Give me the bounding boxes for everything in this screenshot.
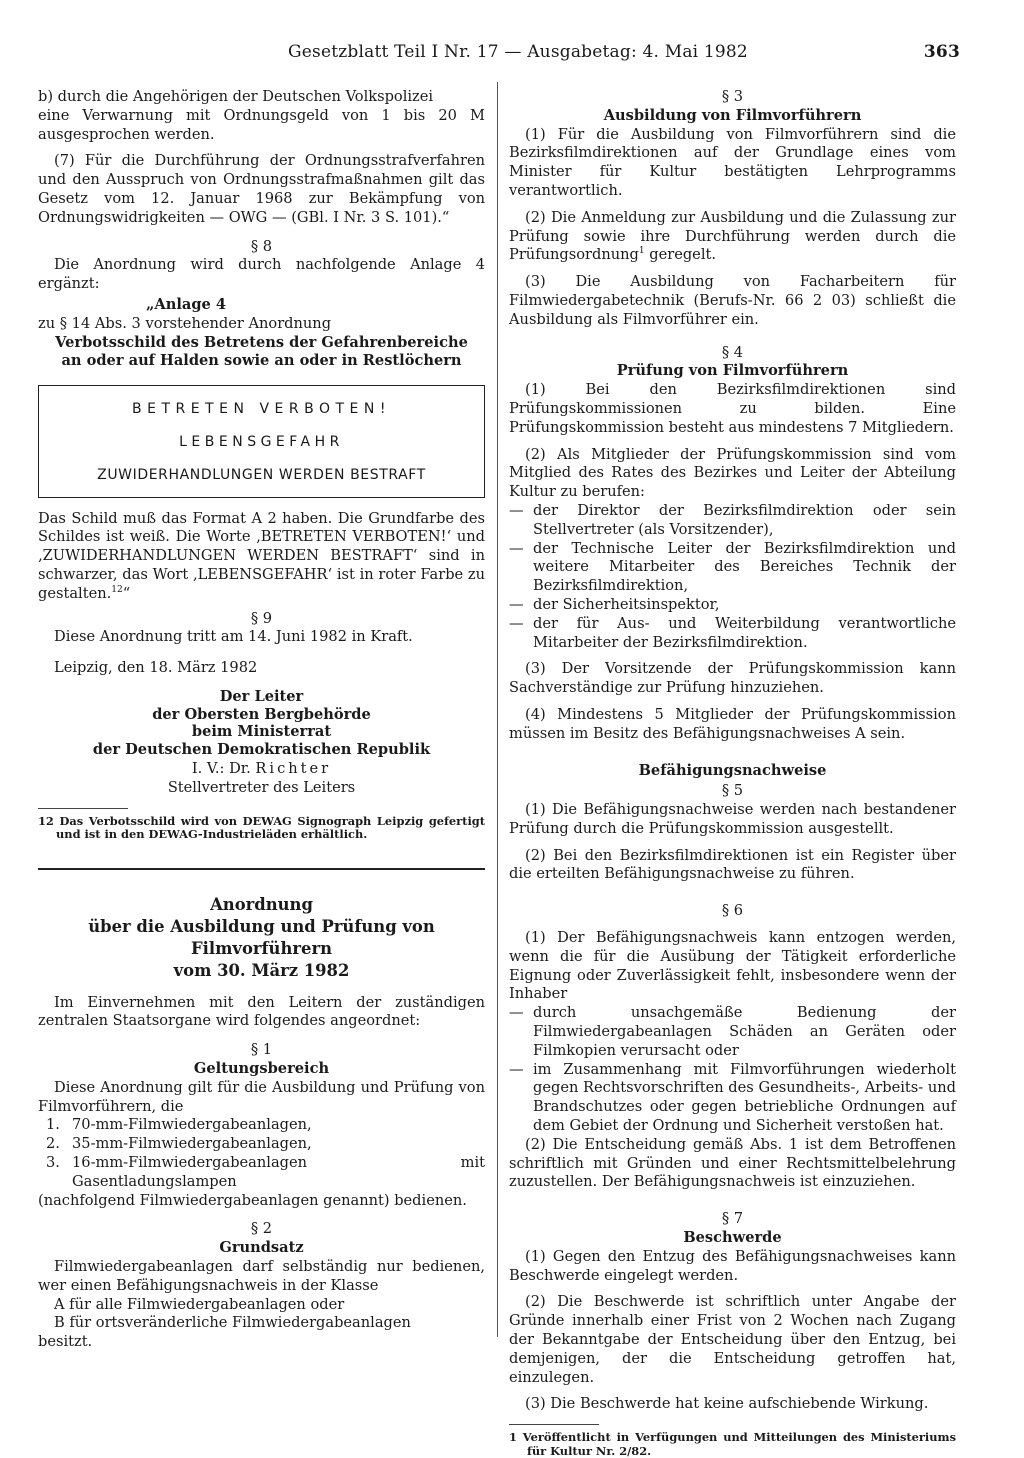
footnote-1: 1 Veröffentlicht in Verfügungen und Mitteilungen des Ministeriums für Kultur Nr. 2/82. xyxy=(509,1430,956,1458)
section-9-text: Diese Anordnung tritt am 14. Juni 1982 in Kraft. xyxy=(54,628,413,646)
anlage-title: „Anlage 4 xyxy=(146,295,227,313)
sign-line-zuwiderhandlungen: ZUWIDERHANDLUNGEN WERDEN BESTRAFT xyxy=(97,466,426,483)
section-7-para-3: (3) Die Beschwerde hat keine aufschiebende Wirkung. xyxy=(525,1395,929,1413)
section-1-end: (nachfolgend Filmwiedergabeanlagen genannt) bedienen. xyxy=(38,1191,467,1209)
section-4-title: Prüfung von Filmvorführern xyxy=(616,362,849,380)
class-a: A für alle Filmwiedergabeanlagen oder xyxy=(54,1295,345,1313)
list-item: — der Technische Leiter der Bezirksfilmdirektion und weitere Mitarbeiter des Bereiches Technik der Bezirksfilmdirektion, xyxy=(509,539,956,595)
list-item: 1. 70-mm-Filmwiedergabeanlagen, xyxy=(46,1116,312,1134)
section-7-heading: § 7 xyxy=(721,1210,744,1228)
section-9-heading: § 9 xyxy=(250,609,273,627)
section-6-para-2: (2) Die Entscheidung gemäß Abs. 1 ist dem Betroffenen schriftlich mit Gründen und einer Rechtsmittelbelehrung zuzustellen. Der Befähigungsnachweis ist einzuziehen. xyxy=(509,1135,956,1191)
section-1-title: Geltungsbereich xyxy=(193,1059,330,1077)
section-2-heading: § 2 xyxy=(250,1220,273,1238)
section-6-heading: § 6 xyxy=(721,902,744,920)
list-item: — durch unsachgemäße Bedienung der Filmwiedergabeanlagen Schäden an Geräten oder Filmkopien verursacht oder xyxy=(509,1004,956,1059)
warning-sign-box xyxy=(38,385,485,497)
section-1-text: Diese Anordnung gilt für die Ausbildung und Prüfung von Filmvorführern, die xyxy=(38,1078,485,1115)
footnote-ref-1: 1 xyxy=(638,246,645,257)
footnote-rule xyxy=(38,808,128,809)
section-3-heading: § 3 xyxy=(721,88,744,105)
paragraph-7: (7) Für die Durchführung der Ordnungsstrafverfahren und den Ausspruch von Ordnungsstrafmaßnahmen gilt das Gesetz vom 12. Januar 1968 zur Bekämpfung von Ordnungswidrigkeiten — OWG — (GBl. I Nr. 3 S. 101).“ xyxy=(38,152,485,226)
befaehigungsnachweise-title: Befähigungsnachweise xyxy=(638,761,827,779)
ordinance-intro: Im Einvernehmen mit den Leitern der zuständigen zentralen Staatsorgane wird folgendes angeordnet: xyxy=(38,993,485,1030)
list-item: — der für Aus- und Weiterbildung verantwortliche Mitarbeiter der Bezirksfilmdirektion. xyxy=(509,614,956,651)
section-7-para-1: (1) Gegen den Entzug des Befähigungsnachweises kann Beschwerde eingelegt werden. xyxy=(509,1247,956,1284)
list-item: — der Sicherheitsinspektor, xyxy=(509,595,720,613)
anlage-reference: zu § 14 Abs. 3 vorstehender Anordnung xyxy=(38,314,332,332)
section-4-para-4: (4) Mindestens 5 Mitglieder der Prüfungskommission müssen im Besitz des Befähigungsnachweises A sein. xyxy=(509,705,956,742)
signature-line-1: Der Leiter xyxy=(219,687,304,705)
sign-description: Das Schild muß das Format A 2 haben. Die Grundfarbe des Schildes ist weiß. Die Worte ‚BETRETEN VERBOTEN!‘ und ‚ZUWIDERHANDLUNGEN WERDEN BESTRAFT‘ sind in schwarzer, das Wort ‚LEBENSGEFAHR‘ ist in roter Farbe zu gestalten.$^{12}$“ xyxy=(38,509,485,602)
signature-line-2: der Obersten Bergbehörde xyxy=(152,705,371,723)
section-4-para-3: (3) Der Vorsitzende der Prüfungskommission kann Sachverständige zur Prüfung hinzuziehen. xyxy=(509,660,956,697)
section-1-heading: § 1 xyxy=(250,1041,273,1059)
section-4-para-2: (2) Als Mitglieder der Prüfungskommission sind vom Mitglied des Rates des Bezirkes und Leiter der Abteilung Kultur zu berufen: xyxy=(509,445,956,501)
right-column xyxy=(509,88,956,1458)
class-b: B für ortsveränderliche Filmwiedergabeanlagen xyxy=(54,1314,411,1332)
section-3-para-3: (3) Die Ausbildung von Facharbeitern für Filmwiedergabetechnik (Berufs-Nr. 66 2 03) schließt die Ausbildung als Filmvorführer ein. xyxy=(509,273,956,328)
ordinance-title-line-3: vom 30. März 1982 xyxy=(173,960,350,980)
signature-line-3: beim Ministerrat xyxy=(191,723,332,741)
section-5-para-2: (2) Bei den Bezirksfilmdirektionen ist ein Register über die erteilten Befähigungsnachweise zu führen. xyxy=(509,846,956,883)
list-item: — im Zusammenhang mit Filmvorführungen wiederholt gegen Rechtsvorschriften des Gesundheits-, Arbeits- und Brandschutzes oder gegen betriebliche Ordnungen auf dem Gebiet der Ordnung und Sicherheit verstoßen hat. xyxy=(509,1060,956,1135)
section-separator xyxy=(38,868,485,870)
signature-line-4: der Deutschen Demokratischen Republik xyxy=(92,740,431,758)
section-2-title: Grundsatz xyxy=(219,1239,304,1257)
ordinance-title xyxy=(38,894,485,982)
section-3-para-2: (2) Die Anmeldung zur Ausbildung und die Zulassung zur Prüfung sowie ihre Durchführung werden durch die Prüfungsordnung$^1$ geregelt. xyxy=(509,208,956,264)
anlage-heading-1: Verbotsschild des Betretens der Gefahrenbereiche xyxy=(55,333,468,351)
signature-block xyxy=(38,688,485,798)
section-6-list xyxy=(509,1004,956,1136)
paragraph-b: b) durch die Angehörigen der Deutschen Volkspolizei xyxy=(38,88,434,105)
list-item: 2. 35-mm-Filmwiedergabeanlagen, xyxy=(46,1135,312,1153)
list-item: — der Direktor der Bezirksfilmdirektion oder sein Stellvertreter (als Vorsitzender), xyxy=(509,501,956,538)
sign-line-betreten-verboten: BETRETEN VERBOTEN! xyxy=(132,401,391,418)
section-5-heading: § 5 xyxy=(721,782,744,800)
footnote-12: 12 Das Verbotsschild wird von DEWAG Signograph Leipzig gefertigt und ist in den DEWAG-Industrieläden erhältlich. xyxy=(38,813,485,842)
signatory: I. V.: Dr. Richter xyxy=(191,760,332,778)
sign-line-lebensgefahr: LEBENSGEFAHR xyxy=(179,433,344,450)
section-8-text: Die Anordnung wird durch nachfolgende Anlage 4 ergänzt: xyxy=(38,256,485,293)
section-8-heading: § 8 xyxy=(250,237,273,255)
section-7-title: Beschwerde xyxy=(683,1229,782,1247)
section-7-para-2: (2) Die Beschwerde ist schriftlich unter Angabe der Gründe innerhalb einer Frist von 2 Wochen nach Zugang der Bekanntgabe der Entscheidung über den Entzug, bei demjenigen, der die Entscheidung getroffen hat, einzulegen. xyxy=(509,1293,956,1386)
section-2-text: Filmwiedergabeanlagen darf selbständig nur bedienen, wer einen Befähigungsnachweis in der Klasse xyxy=(38,1257,485,1294)
signatory-name: Richter xyxy=(255,760,332,778)
section-6-para-1: (1) Der Befähigungsnachweis kann entzogen werden, wenn die für die Ausübung der Tätigkeit erforderliche Eignung oder Zuverlässigkeit fehlt, insbesondere wenn der Inhaber xyxy=(509,929,956,1003)
place-and-date: Leipzig, den 18. März 1982 xyxy=(54,659,258,677)
gazette-title: Gesetzblatt Teil I Nr. 17 — Ausgabetag: 4. Mai 1982 xyxy=(288,42,748,62)
list-item: 3. 16-mm-Filmwiedergabeanlagen mit Gasentladungslampen xyxy=(46,1153,485,1190)
ordinance-title-line-2: über die Ausbildung und Prüfung von Filmvorführern xyxy=(88,916,435,958)
section-1-list xyxy=(38,1116,485,1191)
column-divider xyxy=(497,82,498,1337)
ordinance-title-line-1: Anordnung xyxy=(210,894,313,914)
section-4-heading: § 4 xyxy=(721,343,744,361)
page-number: 363 xyxy=(923,42,960,62)
paragraph-b-continued: eine Verwarnung mit Ordnungsgeld von 1 bis 20 M ausgesprochen werden. xyxy=(38,106,485,143)
section-3-title: Ausbildung von Filmvorführern xyxy=(603,106,862,124)
section-4-member-list xyxy=(509,502,956,652)
anlage-heading-2: an oder auf Halden sowie an oder in Restlöchern xyxy=(61,352,462,370)
left-column xyxy=(38,88,485,1352)
signatory-role: Stellvertreter des Leiters xyxy=(167,779,356,797)
section-5-para-1: (1) Die Befähigungsnachweise werden nach bestandener Prüfung durch die Prüfungskommission ausgestellt. xyxy=(509,801,956,837)
footnote-rule xyxy=(509,1424,599,1425)
footnote-ref-12: 12 xyxy=(111,584,123,595)
section-2-end: besitzt. xyxy=(38,1333,93,1351)
section-4-para-1: (1) Bei den Bezirksfilmdirektionen sind Prüfungskommissionen zu bilden. Eine Prüfungskommission besteht aus mindestens 7 Mitgliedern. xyxy=(509,381,956,436)
section-3-para-1: (1) Für die Ausbildung von Filmvorführern sind die Bezirksfilmdirektionen auf der Grundlage eines vom Minister für Kultur bestätigten Lehrprogramms verantwortlich. xyxy=(509,125,956,199)
